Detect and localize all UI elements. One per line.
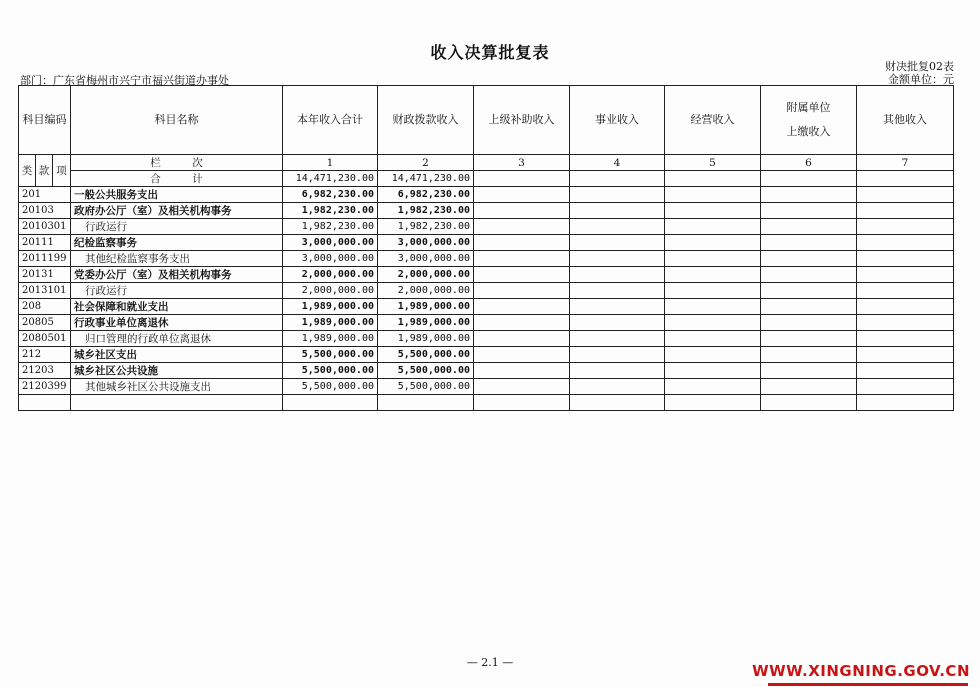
empty-cell: [283, 395, 378, 411]
empty-cell: [570, 219, 665, 235]
empty-cell: [570, 203, 665, 219]
row-name: 社会保障和就业支出: [71, 299, 283, 315]
table-row: [19, 331, 954, 347]
table-row: [19, 315, 954, 331]
header-fiscal: 财政拨款收入: [378, 86, 474, 155]
row-code: 20131: [19, 267, 71, 283]
row-total: 3,000,000.00: [283, 251, 378, 267]
header-affiliated-line1: 附属单位: [786, 101, 831, 114]
row-name: 政府办公厅（室）及相关机构事务: [71, 203, 283, 219]
empty-cell: [665, 203, 761, 219]
empty-cell: [474, 379, 570, 395]
empty-cell: [665, 347, 761, 363]
empty-cell: [378, 395, 474, 411]
col-num-6: 6: [761, 155, 857, 171]
empty-cell: [665, 299, 761, 315]
row-name: 城乡社区支出: [71, 347, 283, 363]
empty-cell: [857, 283, 954, 299]
row-fiscal: 1,989,000.00: [378, 299, 474, 315]
total-row: [19, 171, 954, 187]
column-label: 栏 次: [71, 155, 283, 171]
empty-cell: [761, 299, 857, 315]
row-name: 纪检监察事务: [71, 235, 283, 251]
empty-cell: [761, 395, 857, 411]
row-total: 1,982,230.00: [283, 219, 378, 235]
header-item: 项: [53, 155, 71, 187]
row-name: 行政事业单位离退休: [71, 315, 283, 331]
empty-cell: [665, 187, 761, 203]
empty-cell: [857, 395, 954, 411]
empty-cell: [474, 315, 570, 331]
row-code: 208: [19, 299, 71, 315]
row-total: 5,500,000.00: [283, 347, 378, 363]
empty-cell: [474, 299, 570, 315]
empty-cell: [474, 395, 570, 411]
col-num-3: 3: [474, 155, 570, 171]
blank-row: [19, 395, 954, 411]
empty-cell: [474, 171, 570, 187]
empty-cell: [570, 379, 665, 395]
empty-cell: [857, 203, 954, 219]
empty-cell: [857, 219, 954, 235]
row-total: 2,000,000.00: [283, 267, 378, 283]
col-num-7: 7: [857, 155, 954, 171]
empty-cell: [761, 379, 857, 395]
empty-cell: [857, 363, 954, 379]
row-name: 行政运行: [71, 219, 283, 235]
income-table: [18, 85, 954, 411]
row-name: 城乡社区公共设施: [71, 363, 283, 379]
empty-cell: [857, 187, 954, 203]
header-code: 科目编码: [19, 86, 71, 155]
row-code: 2013101: [19, 283, 71, 299]
row-name: 其他纪检监察事务支出: [71, 251, 283, 267]
empty-cell: [761, 171, 857, 187]
row-total: 1,989,000.00: [283, 299, 378, 315]
row-fiscal: 3,000,000.00: [378, 251, 474, 267]
total-label: 合 计: [71, 171, 283, 187]
website-watermark: WWW.XINGNING.GOV.CN: [752, 662, 970, 680]
row-total: 1,989,000.00: [283, 331, 378, 347]
header-other: 其他收入: [857, 86, 954, 155]
empty-cell: [665, 251, 761, 267]
header-business: 事业收入: [570, 86, 665, 155]
col-num-1: 1: [283, 155, 378, 171]
row-fiscal: 1,989,000.00: [378, 315, 474, 331]
empty-cell: [570, 283, 665, 299]
row-total: 5,500,000.00: [283, 379, 378, 395]
row-name: 党委办公厅（室）及相关机构事务: [71, 267, 283, 283]
table-row: [19, 363, 954, 379]
header-row: [19, 86, 954, 155]
empty-cell: [570, 347, 665, 363]
empty-cell: [474, 251, 570, 267]
empty-cell: [570, 187, 665, 203]
row-code: 20111: [19, 235, 71, 251]
row-fiscal: 1,982,230.00: [378, 219, 474, 235]
empty-cell: [665, 379, 761, 395]
row-name: 归口管理的行政单位离退休: [71, 331, 283, 347]
row-code: 20103: [19, 203, 71, 219]
empty-cell: [474, 347, 570, 363]
row-name: 其他城乡社区公共设施支出: [71, 379, 283, 395]
empty-cell: [761, 251, 857, 267]
empty-cell: [474, 267, 570, 283]
row-fiscal: 5,500,000.00: [378, 347, 474, 363]
empty-cell: [570, 363, 665, 379]
row-fiscal: 2,000,000.00: [378, 283, 474, 299]
empty-cell: [857, 379, 954, 395]
watermark-underline: [768, 683, 968, 686]
row-code: 2010301: [19, 219, 71, 235]
row-name: 行政运行: [71, 283, 283, 299]
empty-cell: [474, 331, 570, 347]
page-number: — 2.1 —: [466, 656, 514, 669]
empty-cell: [19, 395, 71, 411]
table-row: [19, 251, 954, 267]
row-fiscal: 6,982,230.00: [378, 187, 474, 203]
department-label: 部门：广东省梅州市兴宁市福兴街道办事处: [20, 74, 229, 87]
header-affiliated-line2: 上缴收入: [786, 125, 831, 138]
page-title: 收入决算批复表: [430, 43, 550, 62]
empty-cell: [857, 299, 954, 315]
table-row: [19, 235, 954, 251]
empty-cell: [857, 347, 954, 363]
form-code: 财决批复02表: [885, 60, 954, 73]
empty-cell: [761, 219, 857, 235]
empty-cell: [474, 219, 570, 235]
row-code: 20805: [19, 315, 71, 331]
empty-cell: [761, 363, 857, 379]
row-code: 201: [19, 187, 71, 203]
empty-cell: [570, 299, 665, 315]
row-fiscal: 2,000,000.00: [378, 267, 474, 283]
empty-cell: [761, 331, 857, 347]
empty-cell: [665, 235, 761, 251]
row-total: 1,982,230.00: [283, 203, 378, 219]
empty-cell: [474, 203, 570, 219]
row-name: 一般公共服务支出: [71, 187, 283, 203]
table-row: [19, 299, 954, 315]
col-num-2: 2: [378, 155, 474, 171]
empty-cell: [665, 363, 761, 379]
row-total: 5,500,000.00: [283, 363, 378, 379]
row-fiscal: 5,500,000.00: [378, 379, 474, 395]
col-num-4: 4: [570, 155, 665, 171]
row-code: 2080501: [19, 331, 71, 347]
table-row: [19, 267, 954, 283]
row-code: 212: [19, 347, 71, 363]
table-row: [19, 283, 954, 299]
row-fiscal: 1,982,230.00: [378, 203, 474, 219]
empty-cell: [570, 267, 665, 283]
empty-cell: [761, 347, 857, 363]
empty-cell: [474, 283, 570, 299]
header-sec: 款: [36, 155, 53, 187]
empty-cell: [71, 395, 283, 411]
row-code: 2011199: [19, 251, 71, 267]
empty-cell: [665, 267, 761, 283]
header-name: 科目名称: [71, 86, 283, 155]
empty-cell: [570, 395, 665, 411]
empty-cell: [761, 235, 857, 251]
form-meta: [885, 60, 954, 86]
header-upper: 上级补助收入: [474, 86, 570, 155]
header-total: 本年收入合计: [283, 86, 378, 155]
total-fiscal: 14,471,230.00: [378, 171, 474, 187]
amount-unit: 金额单位：元: [888, 73, 954, 86]
empty-cell: [474, 363, 570, 379]
empty-cell: [665, 283, 761, 299]
empty-cell: [857, 315, 954, 331]
col-num-5: 5: [665, 155, 761, 171]
empty-cell: [761, 267, 857, 283]
table-row: [19, 203, 954, 219]
empty-cell: [857, 267, 954, 283]
row-fiscal: 3,000,000.00: [378, 235, 474, 251]
empty-cell: [665, 331, 761, 347]
empty-cell: [761, 203, 857, 219]
empty-cell: [761, 315, 857, 331]
empty-cell: [570, 251, 665, 267]
column-number-row: [19, 155, 954, 171]
total-amount: 14,471,230.00: [283, 171, 378, 187]
table-row: [19, 187, 954, 203]
header-operating: 经营收入: [665, 86, 761, 155]
empty-cell: [474, 235, 570, 251]
empty-cell: [857, 251, 954, 267]
empty-cell: [665, 171, 761, 187]
row-total: 3,000,000.00: [283, 235, 378, 251]
table-row: [19, 219, 954, 235]
row-fiscal: 5,500,000.00: [378, 363, 474, 379]
empty-cell: [570, 331, 665, 347]
empty-cell: [665, 219, 761, 235]
row-total: 1,989,000.00: [283, 315, 378, 331]
empty-cell: [570, 235, 665, 251]
row-total: 6,982,230.00: [283, 187, 378, 203]
empty-cell: [474, 187, 570, 203]
empty-cell: [857, 331, 954, 347]
empty-cell: [857, 171, 954, 187]
row-fiscal: 1,989,000.00: [378, 331, 474, 347]
table-row: [19, 379, 954, 395]
header-affiliated: [761, 86, 857, 155]
empty-cell: [761, 283, 857, 299]
empty-cell: [665, 315, 761, 331]
empty-cell: [761, 187, 857, 203]
row-code: 2120399: [19, 379, 71, 395]
empty-cell: [570, 315, 665, 331]
empty-cell: [665, 395, 761, 411]
row-code: 21203: [19, 363, 71, 379]
row-total: 2,000,000.00: [283, 283, 378, 299]
empty-cell: [570, 171, 665, 187]
table-row: [19, 347, 954, 363]
header-cat: 类: [19, 155, 36, 187]
empty-cell: [857, 235, 954, 251]
